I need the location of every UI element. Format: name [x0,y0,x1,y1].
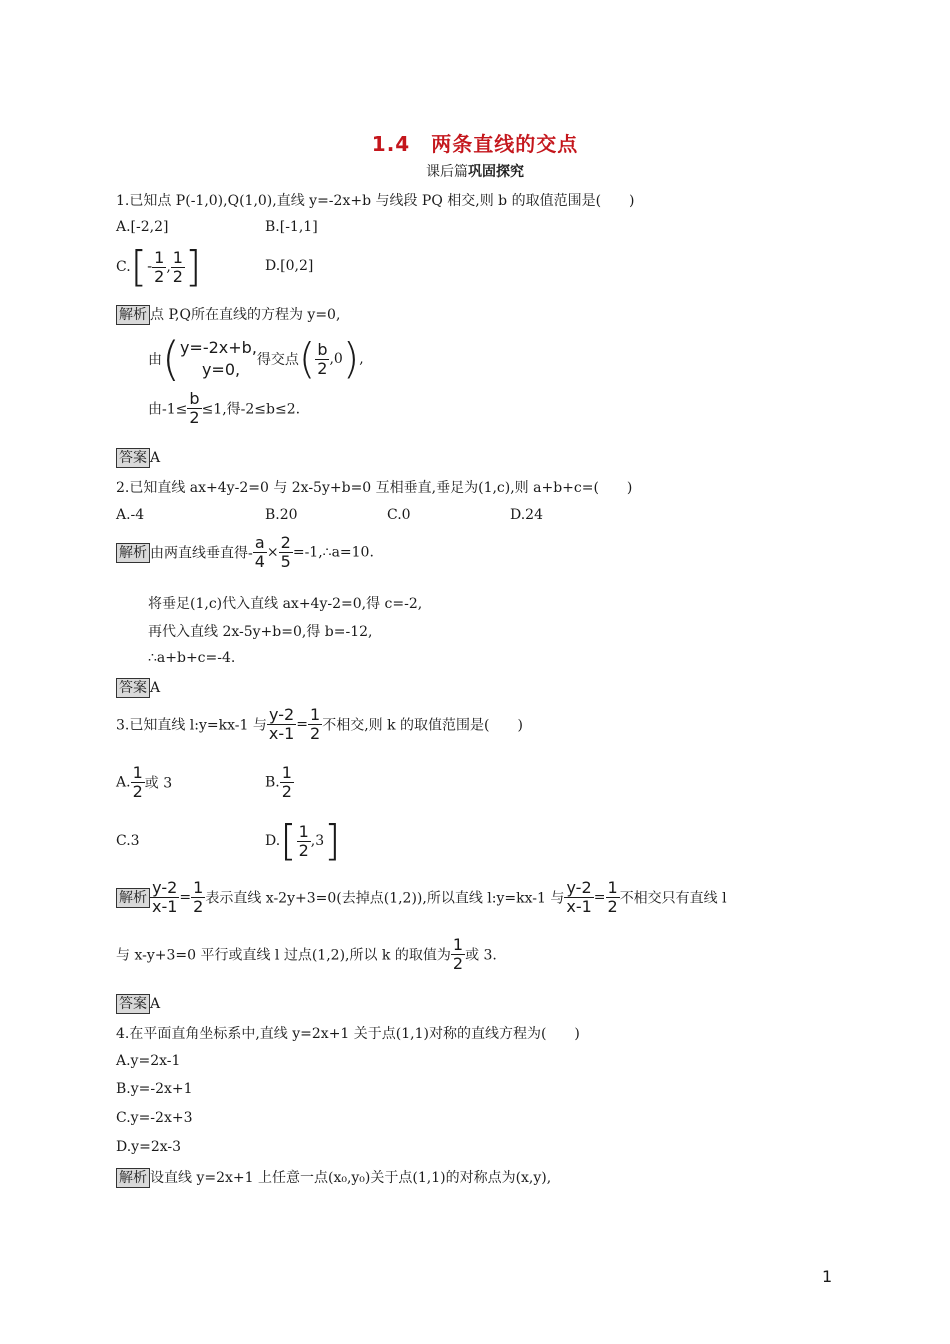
q3-option-d: D.[ $\frac{1}{2}$ ,3] [265,816,341,865]
q3-analysis-line2: 与 x-y+3=0 平行或直线 l 过点(1,2),所以 k 的取值为 $\frac{1}{2}$ 或 3. [116,935,497,973]
paren-left: ( [298,334,316,383]
analysis-tag: 解析 [116,543,150,563]
q2-analysis-line1: 解析 由两直线垂直得- $\frac{a}{4}$ × $\frac{2}{5}$ =-1,∴a=10. [116,534,374,571]
analysis-tag: 解析 [116,305,150,325]
q1-option-c-minus: - [147,259,153,275]
q1-option-c-left-bracket: [ [130,242,148,291]
q1-option-c [116,242,202,291]
q4-option-a: A.y=2x-1 [116,1053,181,1069]
q3-option-b: B. $\frac{1}{2}$ [265,763,292,801]
q4-analysis: 解析 设直线 y=2x+1 上任意一点(x₀,y₀)关于点(1,1)的对称点为(x,y), [116,1167,551,1188]
q4-option-b: B.y=-2x+1 [116,1081,193,1097]
equation-system: y=-2x+b, y=0, [179,338,257,379]
q1-analysis-line2: 由( y=-2x+b, y=0, 得交点( $\frac{b}{2}$ ,0), [148,332,364,386]
q1-option-a: A.[-2,2] [116,219,169,235]
answer-tag: 答案 [116,994,150,1014]
analysis-tag: 解析 [116,888,150,908]
q3-analysis-line1: 解析 $\frac{y-2}{x-1}$ = $\frac{1}{2}$ 表示直线 x-2y+3=0(去掉点(1,2)),所以直线 l:y=kx-1 与 $\frac{y-2}{x-1}$ = $\frac{1}{2}$ 不相交只有直线 l [116,879,727,916]
q3-stem-frac2: $\frac{1}{2}$ [310,705,321,743]
q1-analysis-frac2: $\frac{b}{2}$ [189,389,200,427]
answer-tag: 答案 [116,448,150,468]
q1-option-d: D.[0,2] [265,258,314,274]
q1-answer: 答案 A [116,448,160,468]
q1-option-c-frac1: $\frac{1}{2}$ [154,247,165,286]
q2-option-a: A.-4 [116,507,145,523]
paren-right: ) [342,334,360,383]
q3-option-c: C.3 [116,833,140,849]
q1-option-c-right-bracket: ] [184,242,202,291]
q2-frac2: $\frac{2}{5}$ [280,533,291,571]
page-number: 1 [822,1267,833,1286]
q2-analysis-line4: ∴a+b+c=-4. [148,650,236,666]
q1-option-c-prefix: C. [116,259,131,275]
subtitle-plain: 课后篇 [426,164,468,180]
q1-analysis-line1: 解析 点 P,Q所在直线的方程为 y=0, [116,304,340,325]
q3-stem: 3.已知直线 l:y=kx-1 与 $\frac{y-2}{x-1}$ = $\frac{1}{2}$ 不相交,则 k 的取值范围是( ) [116,705,523,743]
q4-option-d: D.y=2x-3 [116,1139,182,1155]
q1-option-c-frac2: $\frac{1}{2}$ [172,247,183,286]
q2-analysis-line2: 将垂足(1,c)代入直线 ax+4y-2=0,得 c=-2, [148,596,423,612]
answer-tag: 答案 [116,678,150,698]
q1-analysis-line3: 由-1≤ $\frac{b}{2}$ ≤1,得-2≤b≤2. [148,389,301,427]
q2-option-b: B.20 [265,507,298,523]
analysis-tag: 解析 [116,1168,150,1188]
q1-stem: 1.已知点 P(-1,0),Q(1,0),直线 y=-2x+b 与线段 PQ 相交,则 b 的取值范围是( ) [116,193,635,209]
q2-frac1: $\frac{a}{4}$ [254,533,265,571]
q4-stem: 4.在平面直角坐标系中,直线 y=2x+1 关于点(1,1)对称的直线方程为( ) [116,1026,580,1042]
q1-option-b: B.[-1,1] [265,219,318,235]
q2-analysis-line3: 再代入直线 2x-5y+b=0,得 b=-12, [148,624,373,640]
q3-answer: 答案 A [116,994,160,1014]
q1-option-c-comma: , [166,259,171,275]
q3-stem-frac1: $\frac{y-2}{x-1}$ [268,705,295,743]
q2-option-d: D.24 [510,507,543,523]
q3-option-a: A. $\frac{1}{2}$ 或 3 [116,763,173,801]
q1-analysis-frac: $\frac{b}{2}$ [317,339,328,378]
q2-answer: 答案 A [116,678,160,698]
subtitle-bold: 巩固探究 [468,164,524,180]
system-brace: ( [162,332,180,386]
section-title: 1.4 两条直线的交点 [371,132,579,156]
q2-option-c: C.0 [387,507,411,523]
q4-option-c: C.y=-2x+3 [116,1110,193,1126]
subtitle [0,161,950,181]
q2-stem: 2.已知直线 ax+4y-2=0 与 2x-5y+b=0 互相垂直,垂足为(1,c),则 a+b+c=( ) [116,480,633,496]
